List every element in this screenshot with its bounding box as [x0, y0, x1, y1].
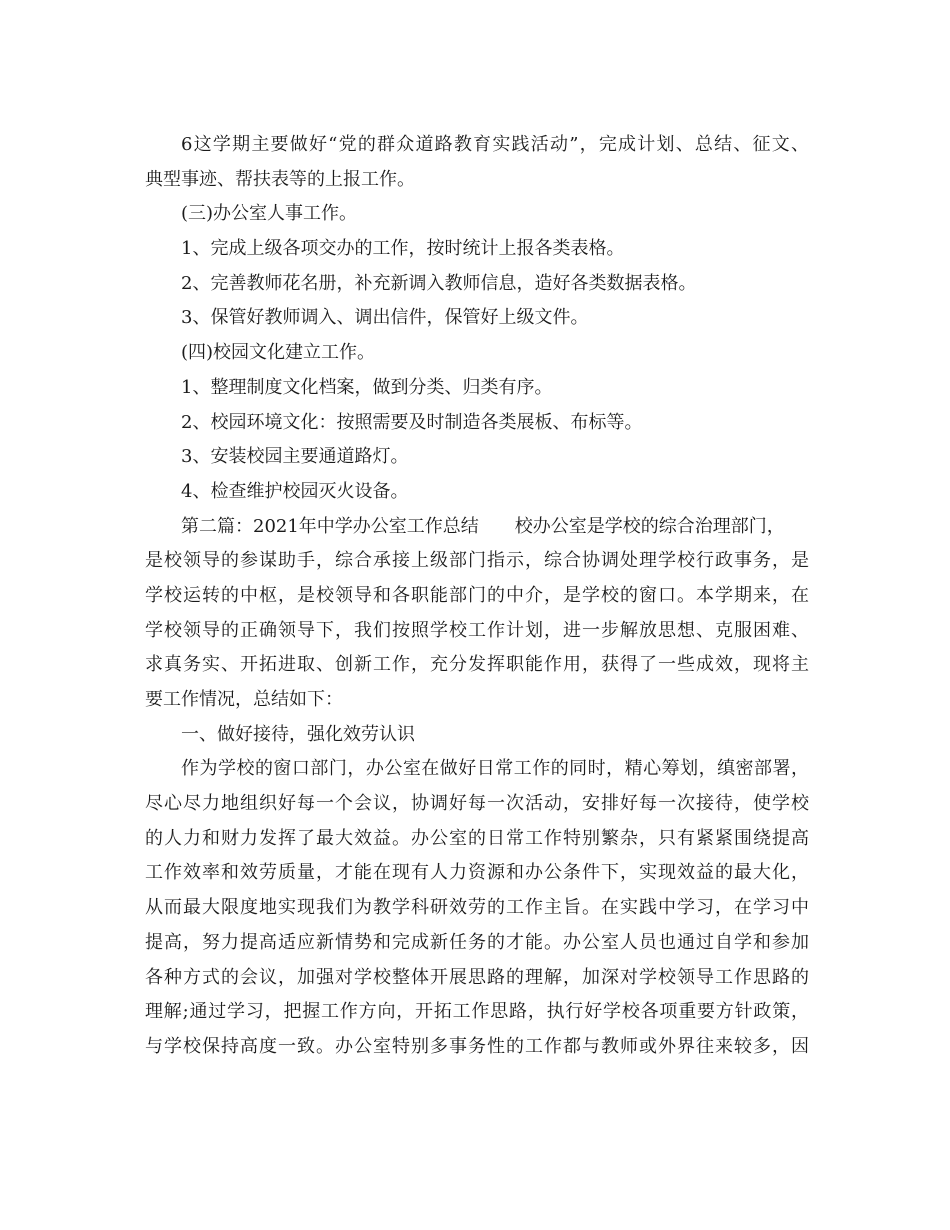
- paragraph-line: 学校运转的中枢，是校领导和各职能部门的中介，是学校的窗口。本学期来，在: [145, 584, 809, 606]
- document-body: [145, 128, 809, 1065]
- paragraph-line: 与学校保持高度一致。办公室特别多事务性的工作都与教师或外界往来较多，因: [145, 1035, 809, 1057]
- list-item: 1、整理制度文化档案，做到分类、归类有序。: [181, 376, 553, 398]
- paragraph-line: 作为学校的窗口部门，办公室在做好日常工作的同时，精心筹划，缜密部署，: [181, 758, 809, 780]
- list-item: 2、校园环境文化：按照需要及时制造各类展板、布标等。: [181, 411, 643, 433]
- paragraph-line: 理解;通过学习，把握工作方向，开拓工作思路，执行好学校各项重要方针政策，: [145, 1001, 809, 1023]
- section-heading: (三)办公室人事工作。: [181, 203, 358, 225]
- paragraph-line: 典型事迹、帮扶表等的上报工作。: [145, 168, 415, 190]
- paragraph-line: 提高，努力提高适应新情势和完成新任务的才能。办公室人员也通过自学和参加: [145, 931, 809, 953]
- paragraph-line: 要工作情况，总结如下：: [145, 689, 343, 710]
- paragraph-line: 工作效率和效劳质量，才能在现有人力资源和办公条件下，实现效益的最大化，: [145, 862, 809, 884]
- list-item: 1、完成上级各项交办的工作，按时统计上报各类表格。: [181, 238, 625, 260]
- list-item: 3、保管好教师调入、调出信件，保管好上级文件。: [181, 307, 589, 329]
- list-item: 4、检查维护校园灭火设备。: [181, 480, 409, 502]
- paragraph-line: 从而最大限度地实现我们为教学科研效劳的工作主旨。在实践中学习，在学习中: [145, 897, 809, 919]
- paragraph-line: 尽心尽力地组织好每一个会议，协调好每一次活动，安排好每一次接待，使学校: [145, 793, 809, 815]
- paragraph-line: 求真务实、开拓进取、创新工作，充分发挥职能作用，获得了一些成效，现将主: [145, 654, 809, 676]
- section-heading: (四)校园文化建立工作。: [181, 342, 376, 364]
- paragraph-line: 学校领导的正确领导下，我们按照学校工作计划，进一步解放思想、克服困难、: [145, 619, 809, 641]
- list-item: 2、完善教师花名册，补充新调入教师信息，造好各类数据表格。: [181, 272, 697, 294]
- section-heading: 一、做好接待，强化效劳认识: [181, 723, 415, 745]
- paragraph-line: 各种方式的会议，加强对学校整体开展思路的理解，加深对学校领导工作思路的: [145, 966, 809, 988]
- list-item: 3、安装校园主要通道路灯。: [181, 446, 409, 468]
- paragraph-line: 是校领导的参谋助手，综合承接上级部门指示，综合协调处理学校行政事务，是: [145, 550, 809, 572]
- paragraph-line: 6这学期主要做好“党的群众道路教育实践活动”，完成计划、总结、征文、: [181, 134, 809, 155]
- paragraph-line: 第二篇：2021年中学办公室工作总结 校办公室是学校的综合治理部门，: [181, 515, 785, 537]
- paragraph-line: 的人力和财力发挥了最大效益。办公室的日常工作特别繁杂，只有紧紧围绕提高: [145, 827, 809, 849]
